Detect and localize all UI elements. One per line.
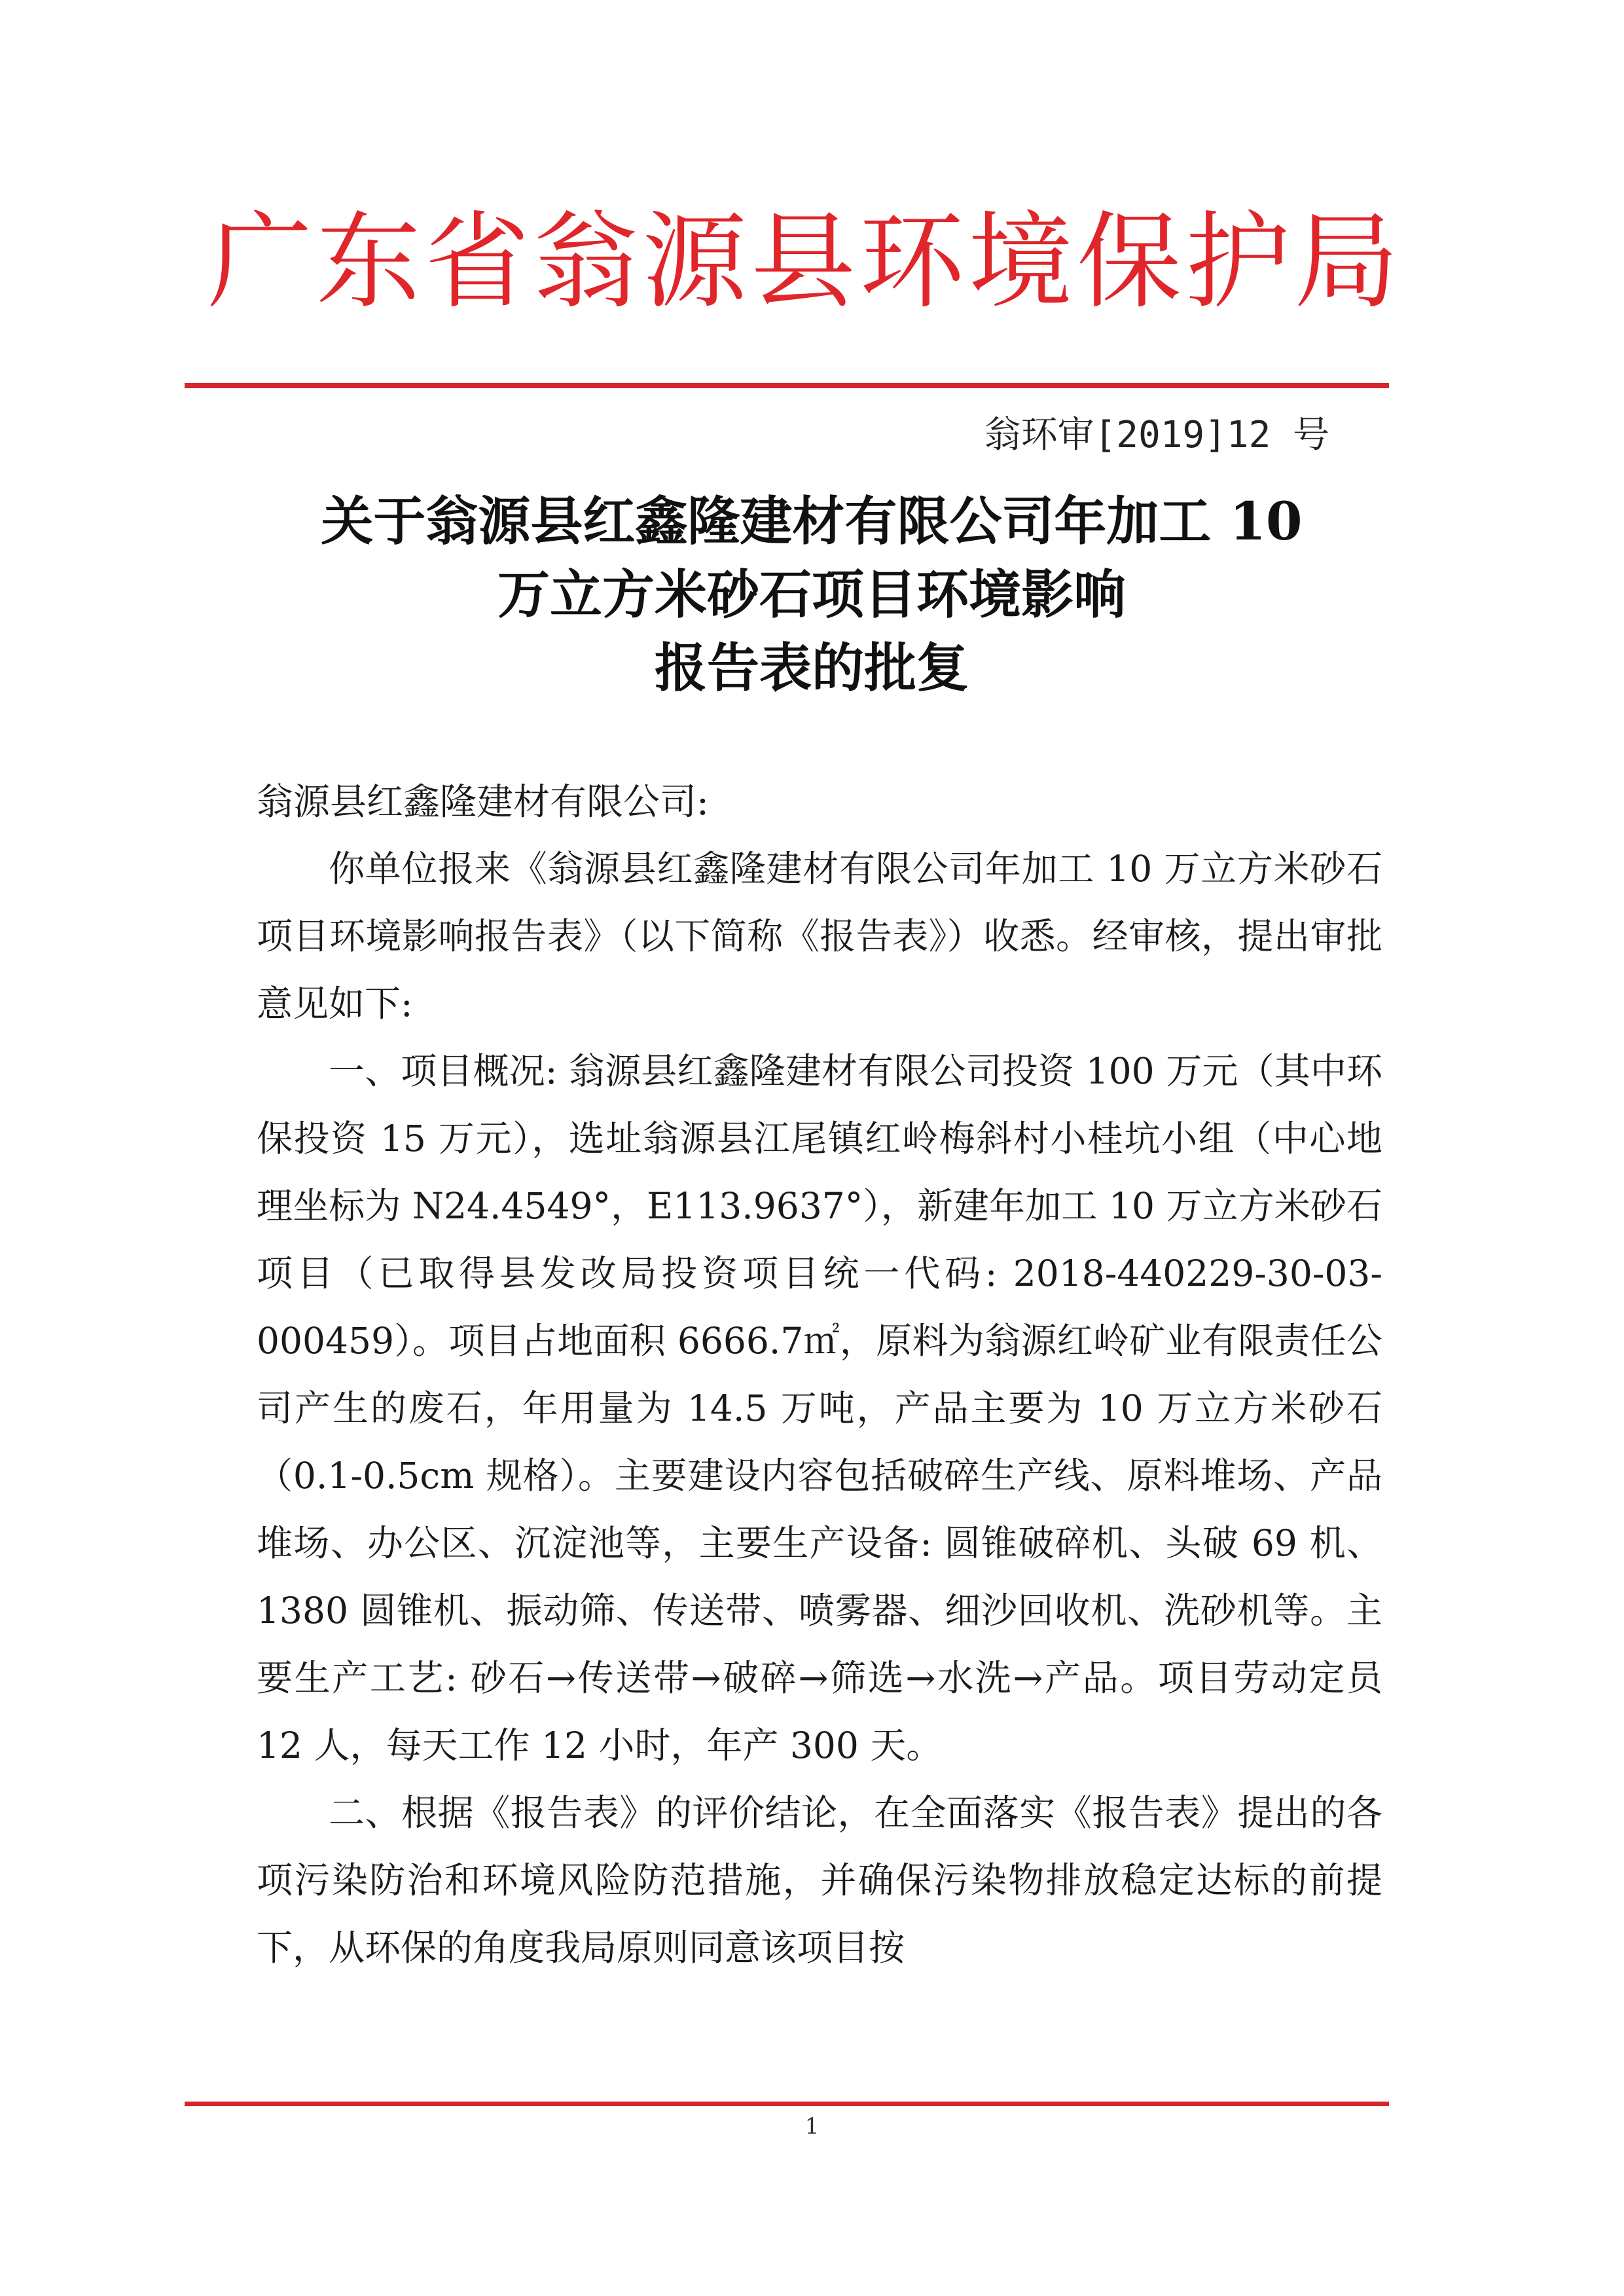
paragraph-intro: 你单位报来《翁源县红鑫隆建材有限公司年加工 10 万立方米砂石项目环境影响报告表》（以下简称《报告表》）收悉。经审核，提出审批意见如下: <box>257 848 1382 1025</box>
header-red-rule <box>185 383 1389 388</box>
document-number: 翁环审[2019]12 号 <box>984 414 1329 456</box>
page-number: 1 <box>804 2113 820 2140</box>
title-line-2: 万立方米砂石项目环境影响 <box>497 564 1126 625</box>
title-line-3: 报告表的批复 <box>655 637 969 699</box>
title-line-1: 关于翁源县红鑫隆建材有限公司年加工 10 <box>321 490 1303 552</box>
footer-red-rule <box>185 2102 1389 2106</box>
addressee: 翁源县红鑫隆建材有限公司: <box>257 781 709 824</box>
document-title <box>183 484 1440 704</box>
paragraph-project-overview: 一、项目概况: 翁源县红鑫隆建材有限公司投资 100 万元（其中环保投资 15 万元），选址翁源县江尾镇红岭梅斜村小桂坑小组（中心地理坐标为 N24.4549°，E113.9637°），新建年加工 10 万立方米砂石项目（已取得县发改局投资项目统一代码: 2018-440229-30-03-000459）。项目占地面积 6666.7㎡，原料为翁源红岭矿业有限责任公司产生的废石，年用量为 14.5 万吨，产品主要为 10 万立方米砂石（0.1-0.5cm 规格）。主要建设内容包括破碎生产线、原料堆场、产品堆场、办公区、沉淀池等，主要生产设备: 圆锥破碎机、头破 69 机、1380 圆锥机、振动筛、传送带、喷雾器、细沙回收机、洗砂机等。主要生产工艺: 砂石→传送带→破碎→筛选→水洗→产品。项目劳动定员 12 人，每天工作 12 小时，年产 300 天。 <box>257 1050 1382 1766</box>
paragraph-approval: 二、根据《报告表》的评价结论，在全面落实《报告表》提出的各项污染防治和环境风险防范措施，并确保污染物排放稳定达标的前提下，从环保的角度我局原则同意该项目按 <box>257 1792 1382 1969</box>
agency-header: 广东省翁源县环境保护局 <box>207 200 1403 323</box>
body-text <box>257 835 1382 1982</box>
